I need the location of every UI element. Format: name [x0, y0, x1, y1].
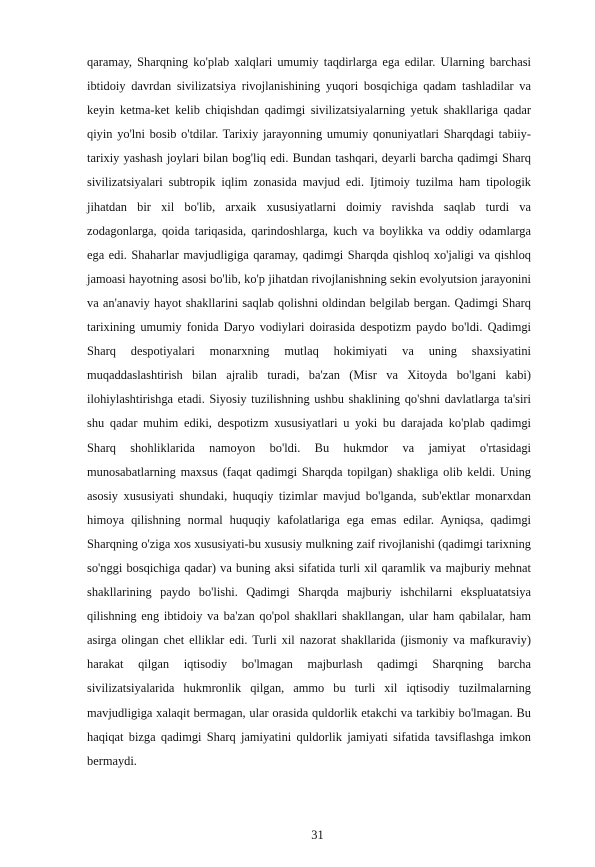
- document-body: [87, 50, 531, 773]
- body-paragraph: qaramay, Sharqning ko'plab xalqlari umumiy taqdirlarga ega edilar. Ularning barchasi ibtidoiy davrdan sivilizatsiya rivojlanishining yuqori bosqichiga qadam tashladilar va keyin ketma-ket kelib chiqishdan qadimgi sivilizatsiyalarning yetuk shakllariga qadar qiyin yo'lni bosib o'tdilar. Tarixiy jarayonning umumiy qonuniyatlari Sharqdagi tabiiy-tarixiy yashash joylari bilan bog'liq edi. Bundan tashqari, deyarli barcha qadimgi Sharq sivilizatsiyalari subtropik iqlim zonasida mavjud edi. Ijtimoiy tuzilma ham tipologik jihatdan bir xil bo'lib, arxaik xususiyatlarni doimiy ravishda saqlab turdi va zodagonlarga, qoida tariqasida, qarindoshlarga, kuch va boylikka va oddiy odamlarga ega edi. Shaharlar mavjudligiga qaramay, qadimgi Sharqda qishloq xo'jaligi va qishloq jamoasi hayotning asosi bo'lib, ko'p jihatdan rivojlanishning sekin evolyutsion jarayonini va an'anaviy hayot shakllarini saqlab qolishni oldindan belgilab bergan. Qadimgi Sharq tarixining umumiy fonida Daryo vodiylari doirasida despotizm paydo bo'ldi. Qadimgi Sharq despotiyalari monarxning mutlaq hokimiyati va uning shaxsiyatini muqaddaslashtirish bilan ajralib turadi, ba'zan (Misr va Xitoyda bo'lgani kabi) ilohiylashtirishga etadi. Siyosiy tuzilishning ushbu shaklining qo'shni davlatlarga ta'siri shu qadar muhim ediki, despotizm xususiyatlari u yoki bu darajada ko'plab qadimgi Sharq shohliklarida namoyon bo'ldi. Bu hukmdor va jamiyat o'rtasidagi munosabatlarning maxsus (faqat qadimgi Sharqda topilgan) shakliga olib keldi. Uning asosiy xususiyati shundaki, huquqiy tizimlar mavjud bo'lganda, sub'ektlar monarxdan himoya qilishning normal huquqiy kafolatlariga ega emas edilar. Ayniqsa, qadimgi Sharqning o'ziga xos xususiyati-bu xususiy mulkning zaif rivojlanishi (qadimgi tarixning so'nggi bosqichiga qadar) va buning aksi sifatida turli xil qaramlik va majburiy mehnat shakllarining paydo bo'lishi. Qadimgi Sharqda majburiy ishchilarni ekspluatatsiya qilishning eng ibtidoiy va ba'zan qo'pol shakllari shakllangan, ular ham qabilalar, ham asirga olingan chet elliklar edi. Turli xil nazorat shakllarida (jismoniy va mafkuraviy) harakat qilgan iqtisodiy bo'lmagan majburlash qadimgi Sharqning barcha sivilizatsiyalarida hukmronlik qilgan, ammo bu turli xil iqtisodiy tuzilmalarning mavjudligiga xalaqit bermagan, ular orasida quldorlik etakchi va tarkibiy bo'lmagan. Bu haqiqat bizga qadimgi Sharq jamiyatini quldorlik jamiyati sifatida tavsiflashga imkon bermaydi.: [87, 55, 531, 768]
- page-number: 31: [311, 828, 324, 842]
